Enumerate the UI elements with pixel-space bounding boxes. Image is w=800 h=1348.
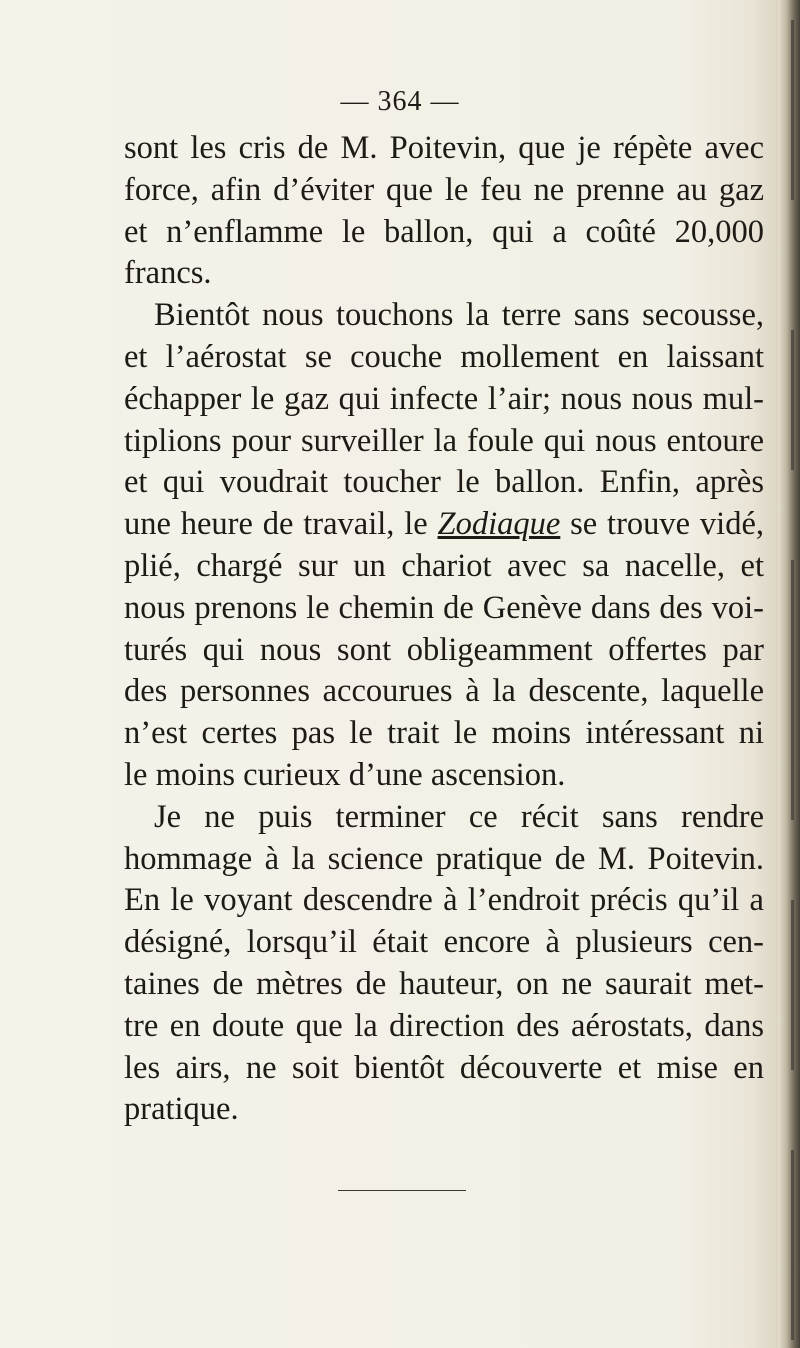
text-line: tiplions pour surveiller la foule qui nous entoure [124, 422, 764, 459]
edge-streak [791, 1150, 794, 1340]
edge-streak [791, 560, 794, 820]
text-line: sont les cris de M. Poitevin, que je répète avec [124, 130, 764, 166]
text-line: Bientôt nous touchons la terre sans secousse, [154, 297, 764, 334]
text-line: une heure de travail, le Zodiaque se trouve vidé, [124, 506, 764, 543]
text-line: force, afin d’éviter que le feu ne prenne au gaz [124, 171, 764, 208]
text-line: plié, chargé sur un chariot avec sa nacelle, et [124, 547, 764, 584]
text-line: Je ne puis terminer ce récit sans rendre [154, 798, 764, 835]
text-line: En le voyant descendre à l’endroit précis qu’il a [124, 882, 764, 919]
text-line: hommage à la science pratique de M. Poitevin. [124, 840, 764, 877]
end-rule [338, 1190, 466, 1191]
text-line: francs. [124, 255, 212, 292]
text-line: n’est certes pas le trait le moins intéressant ni [124, 715, 764, 752]
body-text [124, 128, 764, 1131]
text-line: des personnes accourues à la descente, laquelle [124, 673, 764, 710]
text-line: et qui voudrait toucher le ballon. Enfin, après [124, 464, 764, 501]
text-line: tre en doute que la direction des aérostats, dans [124, 1007, 764, 1044]
text-line: les airs, ne soit bientôt découverte et mise en [124, 1049, 764, 1086]
text-line: et n’enflamme le ballon, qui a coûté 20,000 [124, 213, 764, 250]
text-line: nous prenons le chemin de Genève dans des voi- [124, 589, 764, 626]
text-line: pratique. [124, 1091, 239, 1128]
text-line: échapper le gaz qui infecte l’air; nous nous mul- [124, 380, 764, 417]
text-line: taines de mètres de hauteur, on ne saurait met- [124, 965, 764, 1002]
page-number-header: — 364 — [340, 86, 460, 117]
edge-streak [791, 330, 794, 470]
text-line: et l’aérostat se couche mollement en laissant [124, 338, 764, 375]
page-edge-shadow [778, 0, 800, 1348]
ship-name: Zodiaque [437, 506, 561, 543]
text-line: désigné, lorsqu’il était encore à plusieurs cen- [124, 924, 764, 961]
text-line: turés qui nous sont obligeamment offertes par [124, 631, 764, 668]
edge-streak [791, 900, 794, 1070]
text-line: le moins curieux d’une ascension. [124, 756, 566, 793]
